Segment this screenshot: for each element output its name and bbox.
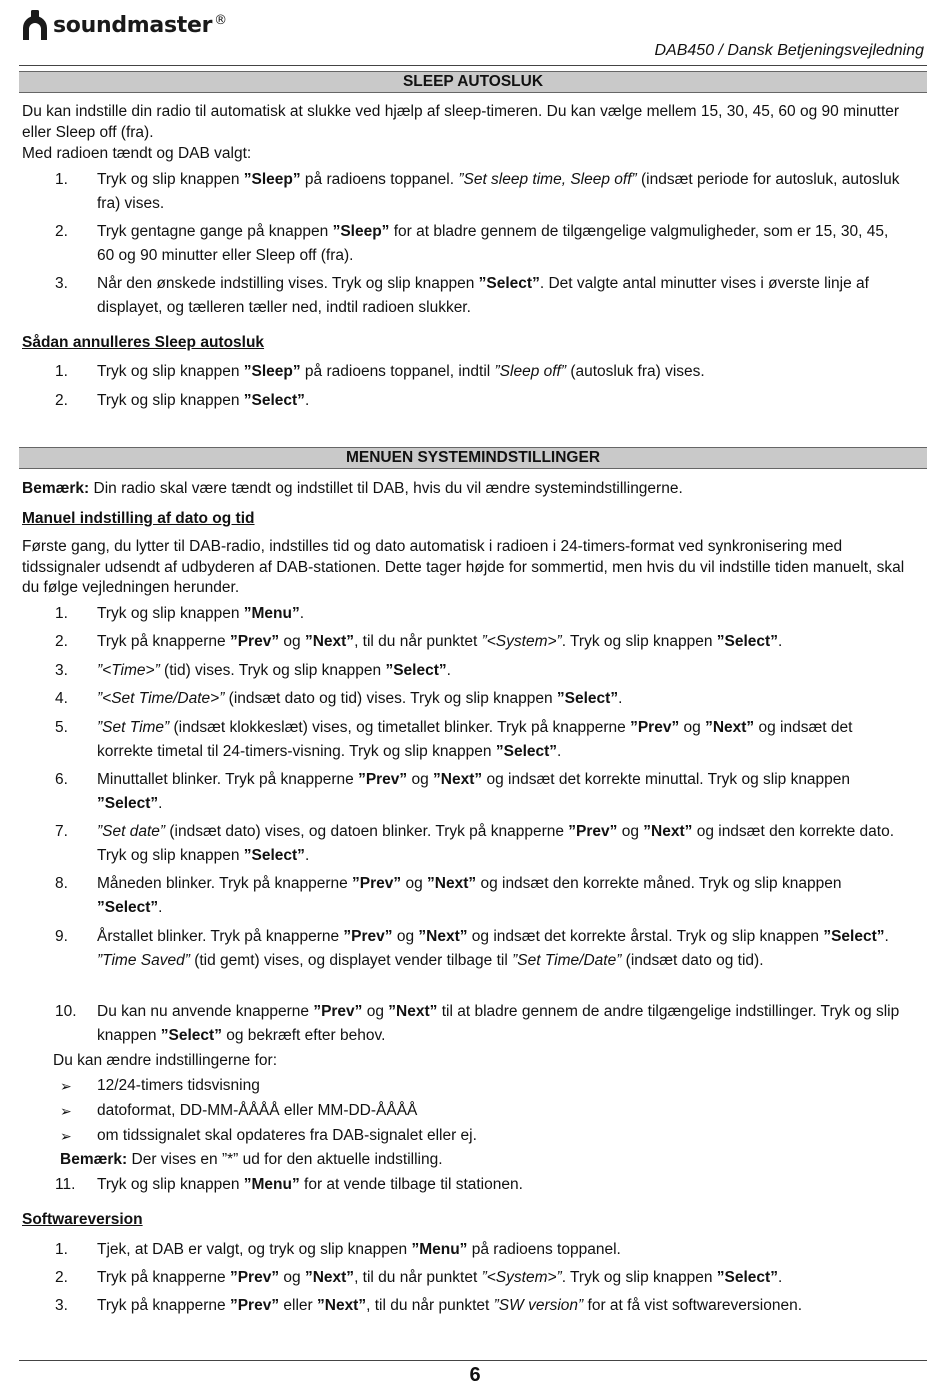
list-item-number: 9. [55, 928, 68, 945]
brand-name: soundmaster ® [53, 12, 227, 38]
arrow-bullet-icon: ➢ [60, 1103, 72, 1119]
list-item-number: 8. [55, 875, 68, 892]
list-item-number: 2. [55, 392, 68, 409]
list-item-text: Tryk og slip knappen ”Select”. [97, 392, 310, 409]
list-item-number: 6. [55, 771, 68, 788]
list-item-number: 1. [55, 1241, 68, 1258]
list-item-number: 1. [55, 605, 68, 622]
section-title-sleep: SLEEP AUTOSLUK [19, 71, 927, 93]
sleep-pre: Med radioen tændt og DAB valgt: [22, 145, 252, 162]
arrow-bullet-icon: ➢ [60, 1078, 72, 1094]
list-item-number: 10. [55, 1003, 77, 1020]
footer-divider [19, 1360, 927, 1361]
list-item-number: 3. [55, 1297, 68, 1314]
list-item-text: Tryk på knapperne ”Prev” eller ”Next”, til du når punktet ”SW version” for at få vist softwareversionen. [97, 1297, 803, 1314]
section-title-system: MENUEN SYSTEMINDSTILLINGER [19, 447, 927, 469]
list-item-text: Tryk og slip knappen ”Sleep” på radioens toppanel. ”Set sleep time, Sleep off” (indsæt periode for autosluk, autosluk fra) vises. [97, 171, 900, 212]
page-header [0, 0, 950, 68]
list-item-text: Tjek, at DAB er valgt, og tryk og slip knappen ”Menu” på radioens toppanel. [97, 1241, 621, 1258]
list-item-number: 4. [55, 690, 68, 707]
sleep-intro: Du kan indstille din radio til automatisk at slukke ved hjælp af sleep-timeren. Du kan vælge mellem 15, 30, 45, 60 og 90 minutter eller Sleep off (fra). [22, 103, 900, 141]
list-item-text: ”<Time>” (tid) vises. Tryk og slip knappen ”Select”. [97, 662, 451, 679]
list-item-text: Tryk på knapperne ”Prev” og ”Next”, til du når punktet ”<System>”. Tryk og slip knappen ”Select”. [97, 633, 783, 650]
brand-logo [20, 8, 227, 42]
list-item-text: ”<Set Time/Date>” (indsæt dato og tid) vises. Tryk og slip knappen ”Select”. [97, 690, 623, 707]
list-item-text: Tryk og slip knappen ”Sleep” på radioens toppanel, indtil ”Sleep off” (autosluk fra) vises. [97, 363, 705, 380]
list-item-text: Når den ønskede indstilling vises. Tryk og slip knappen ”Select”. Det valgte antal minutter vises i øverste linje af displayet, og tælleren tæller ned, indtil radioen slukker. [97, 275, 869, 316]
list-item-text: Tryk gentagne gange på knappen ”Sleep” for at bladre gennem de tilgængelige valgmuligheder, som er 15, 30, 45, 60 og 90 minutter eller Sleep off (fra). [97, 223, 889, 264]
registered-mark: ® [214, 12, 227, 28]
list-item-text: ”Set Time” (indsæt klokkeslæt) vises, og timetallet blinker. Tryk på knapperne ”Prev” og ”Next” og indsæt det korrekte timetal til 24-timers-visning. Tryk og slip knappen ”Select”. [97, 719, 853, 760]
arrow-bullet-icon: ➢ [60, 1128, 72, 1144]
manual-time-intro: Første gang, du lytter til DAB-radio, indstilles tid og dato automatisk i radioen i 24-timers-format ved synkronisering med tidssignaler udsendt af udbyderen af DAB-stationen. Dette tager højde for sommertid, men hvis du vil indstille tiden manuelt, skal du følge vejledningen herunder. [22, 538, 905, 596]
list-item-text: Måneden blinker. Tryk på knapperne ”Prev” og ”Next” og indsæt den korrekte måned. Tryk og slip knappen ”Select”. [97, 875, 842, 916]
list-item-text: Tryk og slip knappen ”Menu”. [97, 605, 305, 622]
cancel-sleep-heading: Sådan annulleres Sleep autosluk [22, 334, 265, 351]
list-item-number: 1. [55, 363, 68, 380]
list-item-number: 2. [55, 1269, 68, 1286]
list-item-number: 1. [55, 171, 68, 188]
list-item-number: 5. [55, 719, 68, 736]
header-divider [19, 65, 927, 66]
page-number: 6 [469, 1364, 481, 1386]
system-note-2: Bemærk: Der vises en ”*” ud for den aktuelle indstilling. [60, 1151, 443, 1168]
manual-time-heading: Manuel indstilling af dato og tid [22, 510, 255, 527]
list-item-number: 2. [55, 223, 68, 240]
list-item-number: 3. [55, 275, 68, 292]
document-title: DAB450 / Dansk Betjeningsvejledning [654, 42, 924, 59]
list-item-text: ”Set date” (indsæt dato) vises, og datoen blinker. Tryk på knapperne ”Prev” og ”Next” og indsæt den korrekte dato. Tryk og slip knappen ”Select”. [97, 823, 895, 864]
list-item-text: Du kan nu anvende knapperne ”Prev” og ”Next” til at bladre gennem de andre tilgængelige indstillinger. Tryk og slip knappen ”Select” og bekræft efter behov. [97, 1003, 900, 1044]
software-heading: Softwareversion [22, 1211, 143, 1228]
list-item-number: 2. [55, 633, 68, 650]
list-item-text: Årstallet blinker. Tryk på knapperne ”Prev” og ”Next” og indsæt det korrekte årstal. Tryk og slip knappen ”Select”. ”Time Saved” (tid gemt) vises, og displayet vender tilbage til ”Set Time/Date” (indsæt dato og tid). [97, 928, 889, 969]
list-item-number: 3. [55, 662, 68, 679]
system-note: Bemærk: Din radio skal være tændt og indstillet til DAB, hvis du vil ændre systemindstillingerne. [22, 480, 683, 497]
change-intro: Du kan ændre indstillingerne for: [53, 1052, 278, 1069]
soundmaster-logo-icon [20, 8, 50, 42]
list-item-text: Minuttallet blinker. Tryk på knapperne ”Prev” og ”Next” og indsæt det korrekte minuttal. Tryk og slip knappen ”Select”. [97, 771, 851, 812]
list-item-text: Tryk på knapperne ”Prev” og ”Next”, til du når punktet ”<System>”. Tryk og slip knappen ”Select”. [97, 1269, 783, 1286]
list-item-number: 7. [55, 823, 68, 840]
